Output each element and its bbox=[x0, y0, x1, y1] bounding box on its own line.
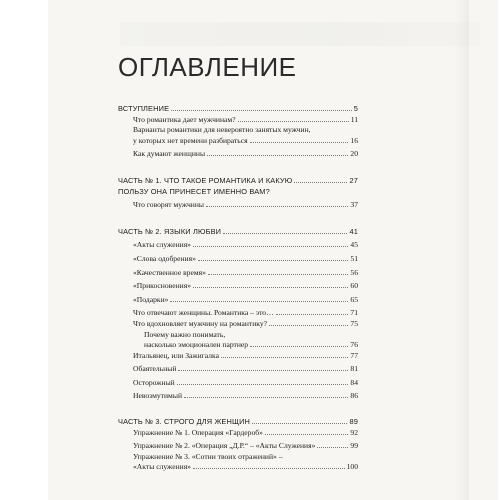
toc-entry-intro bbox=[118, 104, 358, 115]
show-through-text bbox=[120, 22, 480, 46]
toc-entry bbox=[118, 254, 358, 265]
toc-page-number: 16 bbox=[350, 135, 358, 145]
toc-entry-label: у которых нет времени разбираться bbox=[133, 135, 248, 145]
dot-leader bbox=[178, 370, 348, 371]
dot-leader bbox=[221, 357, 348, 358]
toc-entry bbox=[118, 391, 358, 402]
dot-leader bbox=[250, 346, 348, 347]
dot-leader bbox=[193, 287, 348, 288]
toc-page-number: 99 bbox=[350, 441, 358, 451]
toc-page-number: 45 bbox=[350, 240, 358, 250]
toc-entry-label: насколько эмоционален партнер bbox=[144, 340, 249, 350]
toc-entry bbox=[118, 340, 358, 351]
dot-leader bbox=[184, 397, 348, 398]
page-edge-shadow bbox=[455, 0, 469, 500]
toc-entry-label: Упражнение № 1. Операция «Гардероб» bbox=[133, 427, 263, 437]
toc-page-number: 37 bbox=[350, 200, 358, 210]
toc-entry bbox=[118, 295, 358, 306]
dot-leader bbox=[269, 325, 348, 326]
toc-entry-label: «Качественное время» bbox=[133, 267, 206, 277]
dot-leader bbox=[252, 423, 347, 424]
toc-entry-part-2 bbox=[118, 227, 358, 238]
toc-page-number: 100 bbox=[346, 462, 358, 472]
toc-page-number: 41 bbox=[349, 226, 358, 236]
toc-entry bbox=[118, 149, 358, 160]
toc-entry-label: Как думают женщины bbox=[133, 149, 206, 159]
toc-page-number: 75 bbox=[350, 318, 358, 328]
toc-page-number: 60 bbox=[350, 281, 358, 291]
toc-entry-label: «Подарки» bbox=[133, 294, 169, 304]
dot-leader bbox=[265, 434, 348, 435]
toc-entry bbox=[118, 200, 358, 211]
toc-entry-label: ЧАСТЬ № 2. ЯЗЫКИ ЛЮБВИ bbox=[118, 226, 222, 236]
toc-entry-label: «Слова одобрения» bbox=[133, 253, 196, 263]
dot-leader bbox=[171, 110, 352, 111]
dot-leader bbox=[207, 155, 348, 156]
dot-leader bbox=[170, 301, 348, 302]
toc-page-number: 5 bbox=[353, 104, 358, 113]
toc-page-number: 86 bbox=[350, 391, 358, 401]
dot-leader bbox=[177, 384, 349, 385]
toc-entry bbox=[118, 308, 358, 319]
dot-leader bbox=[250, 142, 349, 143]
toc-entry-label: Итальянец, или Зажигалка bbox=[133, 350, 219, 360]
toc-entry-label: «Прикосновения» bbox=[133, 281, 191, 291]
toc-page-number: 92 bbox=[350, 427, 358, 437]
toc-page-number: 11 bbox=[350, 114, 358, 124]
toc-entry bbox=[118, 268, 358, 279]
toc-entry bbox=[118, 115, 358, 126]
page-title: ОГЛАВЛЕНИЕ bbox=[118, 52, 297, 82]
toc-page-number: 89 bbox=[349, 417, 358, 427]
toc-entry-label: Невозмутимый bbox=[133, 391, 183, 401]
toc-page-number: 20 bbox=[350, 149, 358, 159]
dot-leader bbox=[238, 121, 349, 122]
toc-entry-label: Упражнение № 2. «Операция „Д.Р.“ – «Акты Служения» bbox=[133, 441, 316, 451]
dot-leader bbox=[198, 260, 349, 261]
toc-entry-label: Что вдохновляет мужчину на романтику? bbox=[133, 318, 268, 328]
toc-entry-label: «Акты служения» bbox=[133, 240, 191, 250]
toc-entry bbox=[118, 364, 358, 375]
toc-entry bbox=[118, 351, 358, 362]
toc-entry-part-1 bbox=[118, 176, 358, 187]
toc-entry-label: ЧАСТЬ № 3. СТРОГО ДЛЯ ЖЕНЩИН bbox=[118, 417, 251, 427]
toc-entry bbox=[118, 136, 358, 147]
toc-entry bbox=[118, 441, 358, 452]
dot-leader bbox=[206, 206, 348, 207]
toc-entry bbox=[118, 378, 358, 389]
toc-entry-label: Что говорят мужчины bbox=[133, 200, 205, 210]
toc-page-number: 27 bbox=[349, 175, 358, 185]
toc-entry-line: Почему важно понимать, bbox=[144, 329, 226, 339]
toc-entry-line: Упражнение № 3. «Сотни твоих отражений» – bbox=[133, 451, 283, 461]
toc-entry-label: Что отвечают женщины. Романтика – это… bbox=[133, 308, 274, 318]
dot-leader bbox=[193, 468, 345, 469]
table-of-contents bbox=[118, 104, 358, 473]
toc-entry-label: Обаятельный bbox=[133, 364, 177, 374]
toc-page-number: 76 bbox=[350, 340, 358, 350]
dot-leader bbox=[294, 182, 347, 183]
dot-leader bbox=[223, 233, 347, 234]
dot-leader bbox=[276, 314, 349, 315]
toc-page-number: 81 bbox=[350, 364, 358, 374]
dot-leader bbox=[193, 246, 348, 247]
toc-entry-label: Осторожный bbox=[133, 377, 175, 387]
toc-entry bbox=[118, 240, 358, 251]
toc-entry bbox=[118, 319, 358, 330]
toc-page-number: 77 bbox=[350, 350, 358, 360]
toc-page-number: 56 bbox=[350, 267, 358, 277]
toc-entry-label: ЧАСТЬ № 1. ЧТО ТАКОЕ РОМАНТИКА И КАКУЮ bbox=[118, 175, 293, 185]
toc-entry-part-3 bbox=[118, 417, 358, 428]
toc-entry bbox=[118, 462, 358, 473]
toc-page-number: 51 bbox=[350, 253, 358, 263]
toc-entry-line: Варианты романтики для невероятно занятых мужчин, bbox=[133, 125, 311, 135]
toc-entry bbox=[118, 428, 358, 439]
toc-page-number: 71 bbox=[350, 308, 358, 318]
toc-entry bbox=[118, 281, 358, 292]
toc-entry-label: Что романтика дает мужчинам? bbox=[133, 114, 236, 124]
toc-page-number: 84 bbox=[350, 377, 358, 387]
dot-leader bbox=[317, 447, 348, 448]
toc-entry-label: ВСТУПЛЕНИЕ bbox=[118, 104, 170, 113]
toc-page-number: 65 bbox=[350, 294, 358, 304]
toc-entry-label: «Акты служения» bbox=[133, 462, 191, 472]
toc-entry-line: ПОЛЬЗУ ОНА ПРИНЕСЕТ ИМЕННО ВАМ? bbox=[118, 186, 270, 196]
dot-leader bbox=[208, 274, 348, 275]
